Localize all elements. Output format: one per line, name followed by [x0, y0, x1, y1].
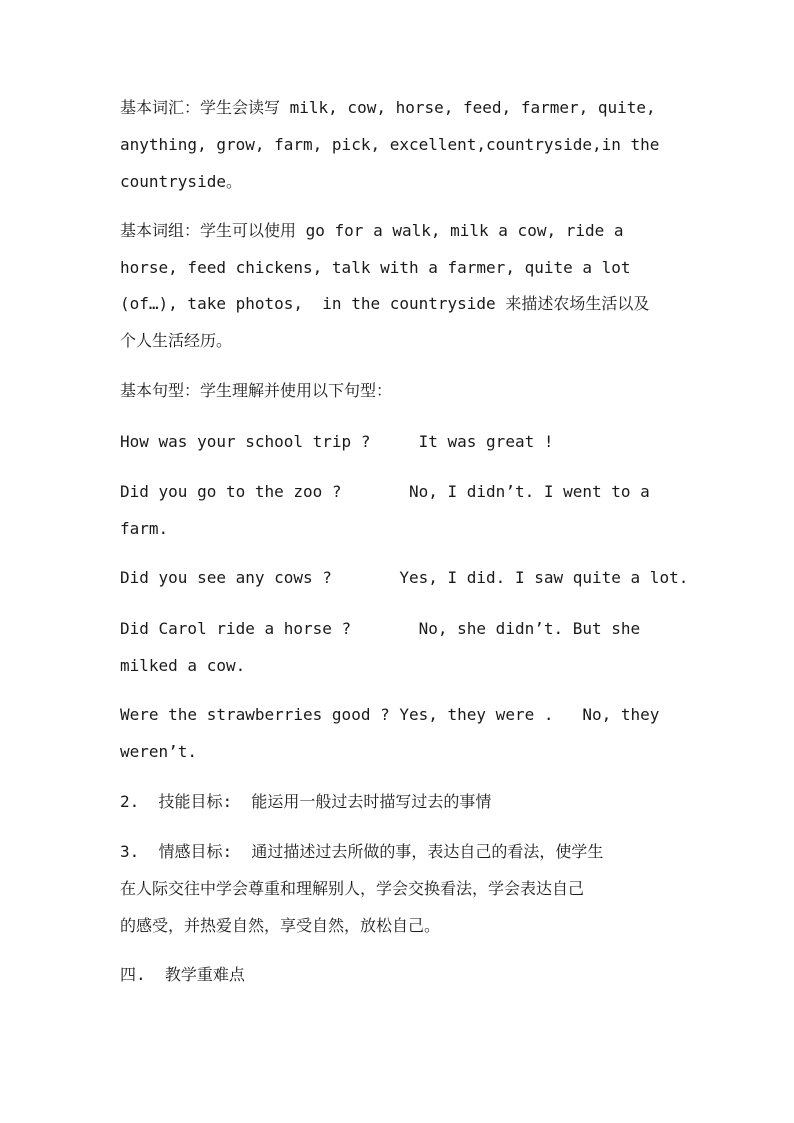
emotion-objective-line-3: 的感受，并热爱自然，享受自然，放松自己。: [120, 916, 441, 935]
sentence-4: Did Carol ride a horse ? No, she didn’t. But she: [120, 619, 641, 638]
skill-objective: 2. 技能目标: 能运用一般过去时描写过去的事情: [120, 792, 492, 811]
vocabulary-line-2: anything, grow, farm, pick, excellent,countryside,in the: [120, 135, 660, 154]
sentence-5-continued: weren’t.: [120, 742, 198, 761]
phrases-line-2: horse, feed chickens, talk with a farmer, quite a lot: [120, 258, 631, 277]
sentence-3: Did you see any cows ? Yes, I did. I saw quite a lot.: [120, 568, 689, 587]
sentence-2: Did you go to the zoo ? No, I didn’t. I went to a: [120, 482, 650, 501]
phrases-line-1: 基本词组：学生可以使用 go for a walk, milk a cow, ride a: [120, 221, 624, 240]
vocabulary-line-3: countryside。: [120, 172, 242, 191]
section-four-heading: 四. 教学重难点: [120, 965, 245, 984]
sentence-2-continued: farm.: [120, 519, 169, 538]
emotion-objective-line-2: 在人际交往中学会尊重和理解别人，学会交换看法，学会表达自己: [120, 879, 585, 898]
phrases-line-4: 个人生活经历。: [120, 331, 233, 350]
vocabulary-line-1: 基本词汇：学生会读写 milk, cow, horse, feed, farmer, quite,: [120, 98, 656, 117]
phrases-line-3: (of…), take photos, in the countryside 来描述农场生活以及: [120, 294, 650, 313]
sentence-1: How was your school trip ? It was great !: [120, 432, 554, 451]
sentence-patterns-heading: 基本句型：学生理解并使用以下句型：: [120, 381, 393, 400]
sentence-5: Were the strawberries good ? Yes, they were . No, they: [120, 705, 660, 724]
sentence-4-continued: milked a cow.: [120, 656, 246, 675]
emotion-objective-line-1: 3. 情感目标: 通过描述过去所做的事，表达自己的看法，使学生: [120, 842, 604, 861]
